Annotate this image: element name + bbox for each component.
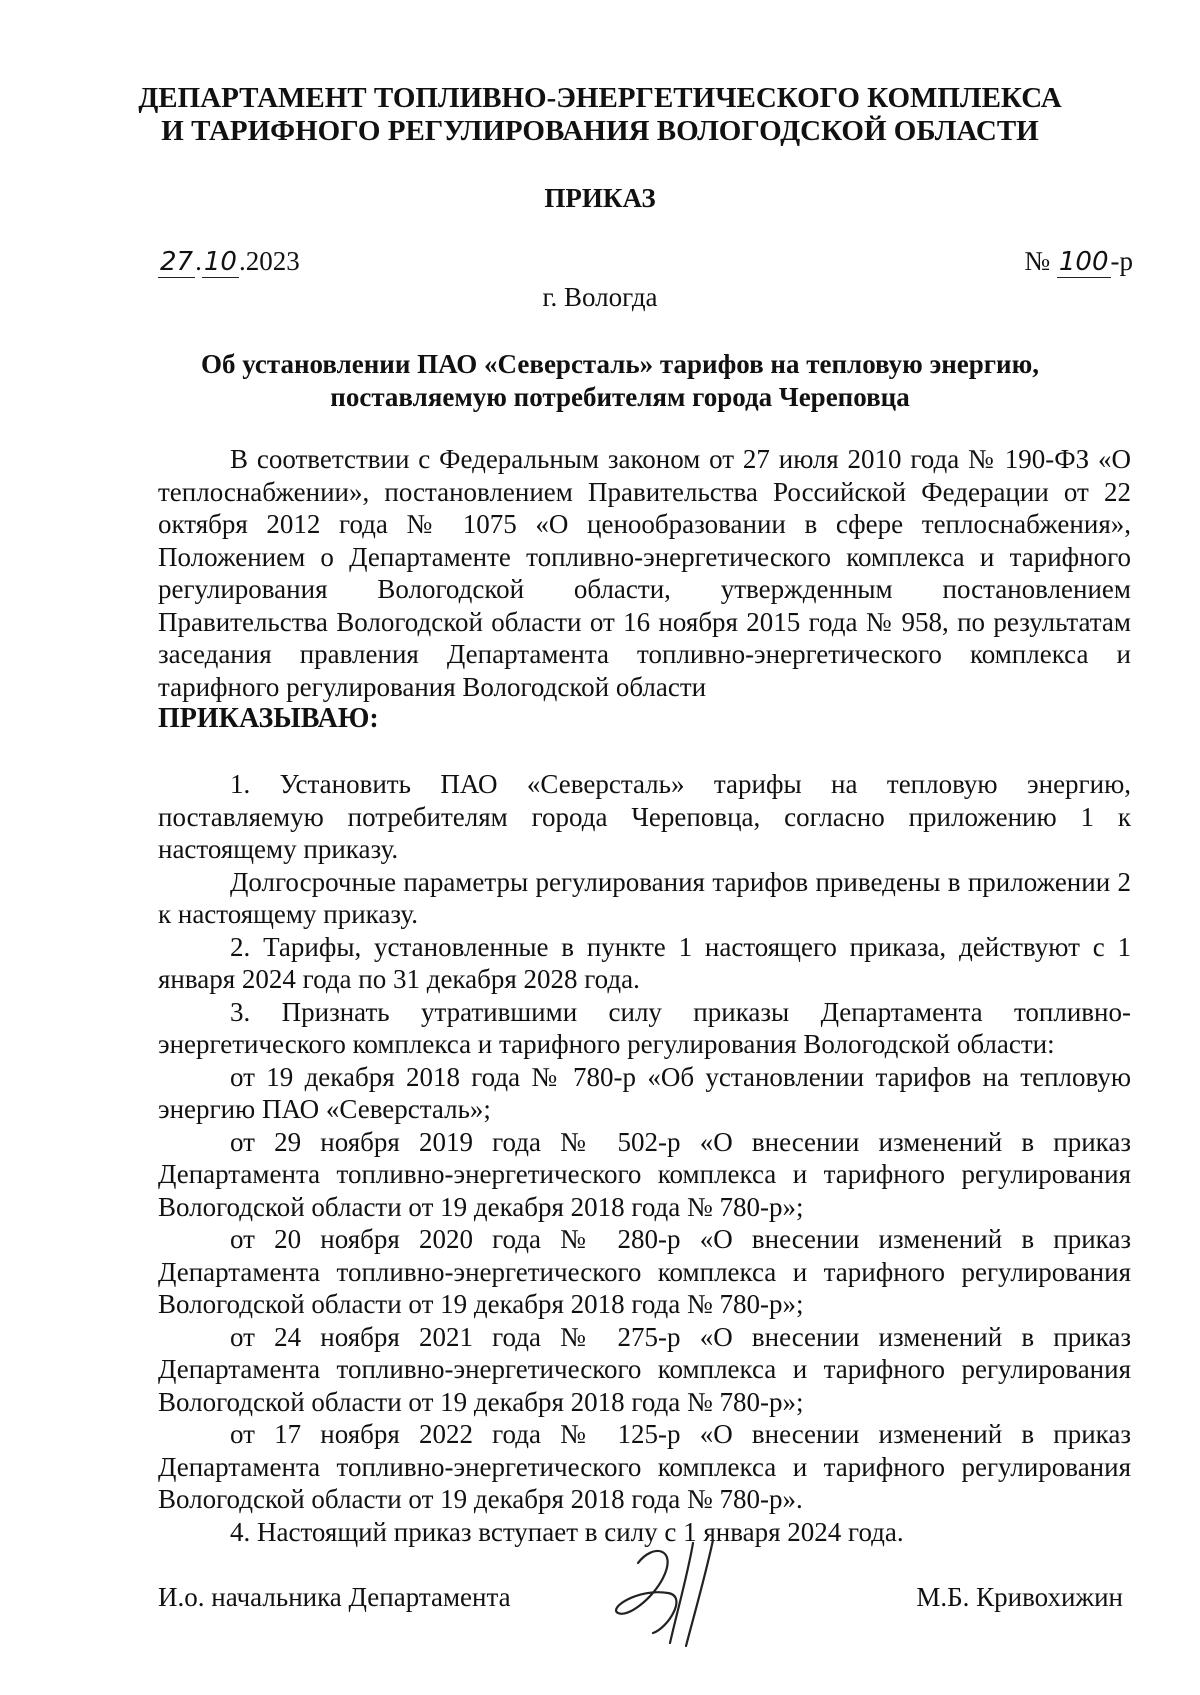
order-items <box>158 768 1131 1548</box>
repealed-order-502: от 29 ноября 2019 года № 502-р «О внесении изменений в приказ Департамента топливно-энергетического комплекса и тарифного регулирования Вологодской области от 19 декабря 2018 года № 780-р»; <box>158 1126 1131 1222</box>
signatory-position: И.о. начальника Департамента <box>158 1582 511 1612</box>
subject-line-2: поставляемую потребителям города Череповца <box>330 382 910 412</box>
number-handwritten: 100 <box>1058 247 1109 277</box>
repealed-order-125: от 17 ноября 2022 года № 125-р «О внесении изменений в приказ Департамента топливно-энергетического комплекса и тарифного регулирования Вологодской области от 19 декабря 2018 года № 780-р». <box>158 1419 1131 1514</box>
item-4: 4. Настоящий приказ вступает в силу с 1 января 2024 года. <box>230 1516 904 1547</box>
item-3: 3. Признать утратившими силу приказы Департамента топливно-энергетического комплекса и тарифного регулирования Вологодской области: <box>158 996 1131 1059</box>
date-year: .2023 <box>238 246 300 276</box>
item-2: 2. Тарифы, установленные в пункте 1 настоящего приказа, действуют с 1 января 2024 года по 31 декабря 2028 года. <box>158 931 1131 994</box>
number-prefix: № <box>1024 246 1057 276</box>
repealed-order-275: от 24 ноября 2021 года № 275-р «О внесении изменений в приказ Департамента топливно-энергетического комплекса и тарифного регулирования Вологодской области от 19 декабря 2018 года № 780-р»; <box>158 1321 1131 1417</box>
preamble-block <box>158 443 1131 736</box>
signatory-name: М.Б. Кривохижин <box>916 1582 1123 1612</box>
number-suffix: -р <box>1110 246 1133 276</box>
repealed-order-280: от 20 ноября 2020 года № 280-р «О внесении изменений в приказ Департамента топливно-энергетического комплекса и тарифного регулирования Вологодской области от 19 декабря 2018 года № 780-р»; <box>158 1224 1131 1319</box>
department-header <box>0 82 1200 148</box>
command-word: ПРИКАЗЫВАЮ: <box>158 703 379 734</box>
preamble-paragraph: В соответствии с Федеральным законом от 27 июля 2010 года № 190-ФЗ «О теплоснабжении», постановлением Правительства Российской Федерации от 22 октября 2012 года № 1075 «О ценообразовании в сфере теплоснабжения», Положением о Департаменте топливно-энергетического комплекса и тарифного регулирования Вологодской области, утвержденным постановлением Правительства Вологодской области от 16 ноября 2015 года № 958, по результатам заседания правления Департамента топливно-энергетического комплекса и тарифного регулирования Вологодской области <box>158 444 1131 702</box>
subject-line-1: Об установлении ПАО «Северсталь» тарифов на тепловую энергию, <box>200 349 1039 379</box>
item-1-parameters: Долгосрочные параметры регулирования тарифов приведены в приложении 2 к настоящему приказу. <box>158 866 1131 929</box>
date-day-handwritten: 27 <box>160 247 194 277</box>
city: г. Вологда <box>542 282 658 312</box>
repealed-order-780: от 19 декабря 2018 года № 780-р «Об установлении тарифов на тепловую энергию ПАО «Северсталь»; <box>158 1061 1131 1124</box>
order-subject <box>150 348 1090 414</box>
header-line-2: И ТАРИФНОГО РЕГУЛИРОВАНИЯ ВОЛОГОДСКОЙ ОБЛАСТИ <box>161 115 1039 147</box>
date-separator: . <box>195 246 202 276</box>
handwritten-signature <box>608 1538 758 1648</box>
order-number <box>1024 246 1133 277</box>
date-month-handwritten: 10 <box>203 247 237 277</box>
header-line-1: ДЕПАРТАМЕНТ ТОПЛИВНО-ЭНЕРГЕТИЧЕСКОГО КОМПЛЕКСА <box>138 82 1062 114</box>
order-title: ПРИКАЗ <box>544 183 656 213</box>
order-date <box>158 246 300 277</box>
item-1: 1. Установить ПАО «Северсталь» тарифы на тепловую энергию, поставляемую потребителям города Череповца, согласно приложению 1 к настоящему приказу. <box>158 769 1131 864</box>
